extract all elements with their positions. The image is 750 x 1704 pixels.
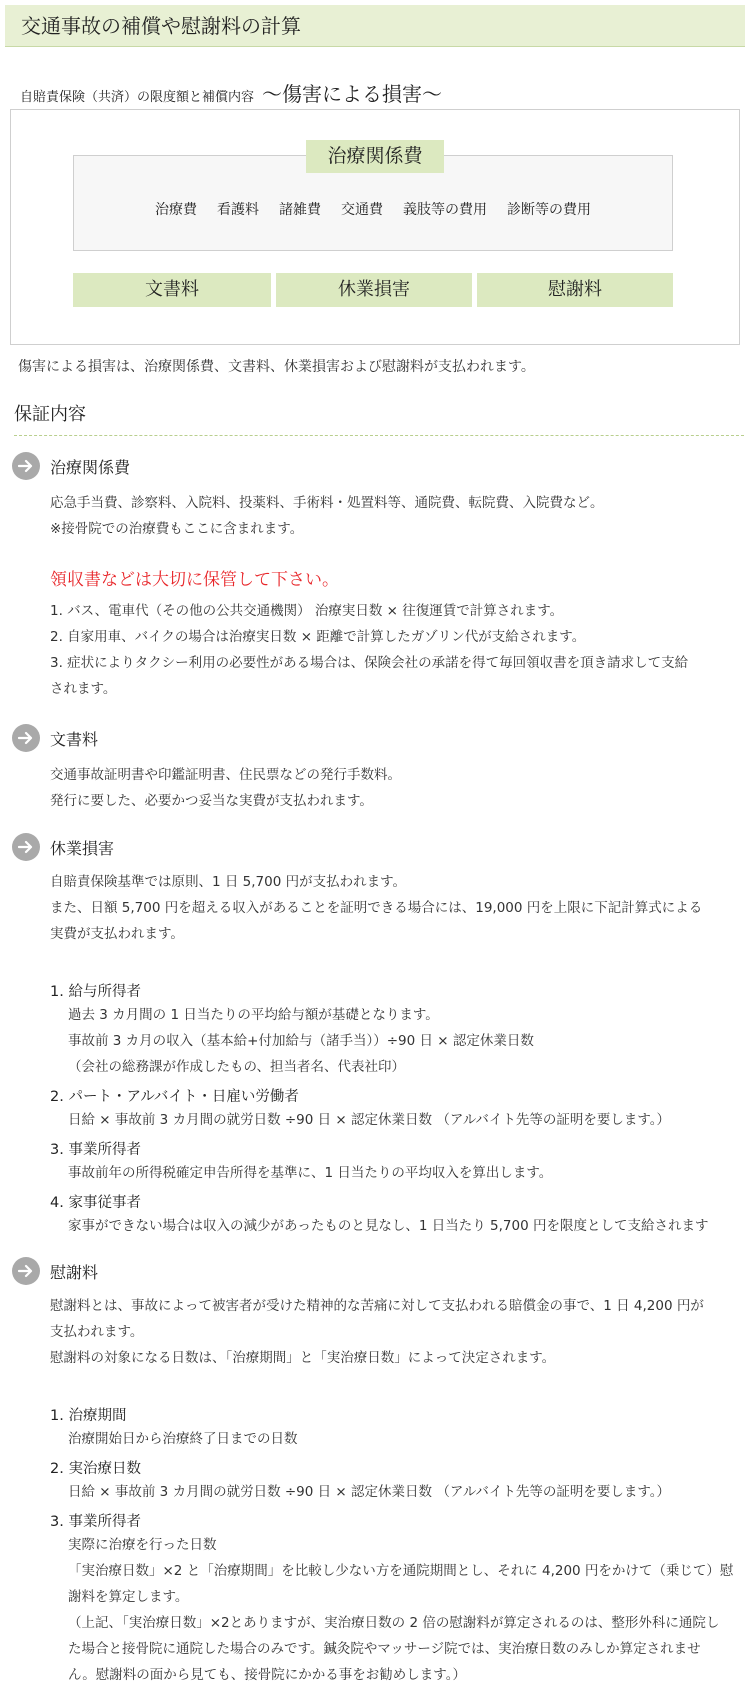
category-consolation: 慰謝料 [477, 273, 673, 307]
list-detail: 「実治療日数」×2 と「治療期間」を比較し少ない方を通院期間とし、それに 4,200 円をかけて（乗じて）慰 [68, 1563, 734, 1579]
section-consolation-heading [12, 1256, 98, 1286]
paragraph: 支払われます。 [50, 1324, 144, 1340]
warning-text: 領収書などは大切に保管して下さい。 [50, 570, 339, 590]
paragraph: 慰謝料の対象になる日数は、「治療期間」と「実治療日数」によって決定されます。 [50, 1350, 556, 1366]
category-lost-wages: 休業損害 [276, 273, 472, 307]
paragraph: 慰謝料とは、事故によって被害者が受けた精神的な苦痛に対して支払われる賠償金の事で、1 日 4,200 円が [50, 1298, 704, 1314]
list-heading: 1. 給与所得者 [50, 984, 141, 1000]
list-detail: （会社の総務課が作成したもの、担当者名、代表社印） [68, 1059, 405, 1075]
section-documents-title: 文書料 [50, 729, 99, 749]
list-detail: 日給 × 事故前 3 カ月間の就労日数 ÷90 日 × 認定休業日数 （アルバイト先等の証明を要します。） [68, 1484, 671, 1500]
list-detail: 過去 3 カ月間の 1 日当たりの平均給与額が基礎となります。 [68, 1007, 439, 1023]
list-heading: 3. 事業所得者 [50, 1142, 141, 1158]
list-detail: ん。慰謝料の面から見ても、接骨院にかかる事をお勧めします。） [68, 1667, 466, 1683]
list-heading: 2. パート・アルバイト・日雇い労働者 [50, 1089, 299, 1105]
medical-item: 交通費 [341, 202, 383, 218]
list-detail: 日給 × 事故前 3 カ月間の就労日数 ÷90 日 × 認定休業日数 （アルバイト先等の証明を要します。） [68, 1112, 671, 1128]
list-heading: 4. 家事従事者 [50, 1195, 141, 1211]
page-title: 交通事故の補償や慰謝料の計算 [5, 5, 745, 47]
paragraph: 交通事故証明書や印鑑証明書、住民票などの発行手数料。 [50, 767, 401, 783]
list-detail: 事故前 3 カ月の収入（基本給+付加給与（諸手当））÷90 日 × 認定休業日数 [68, 1033, 534, 1049]
paragraph: また、日額 5,700 円を超える収入があることを証明できる場合には、19,000 円を上限に下記計算式による [50, 900, 703, 916]
medical-item: 治療費 [155, 202, 197, 218]
list-detail: 事故前年の所得税確定申告所得を基準に、1 日当たりの平均収入を算出します。 [68, 1165, 553, 1181]
paragraph: 発行に要した、必要かつ妥当な実費が支払われます。 [50, 793, 373, 809]
intro-title-big: ～傷害による損害～ [262, 82, 443, 106]
arrow-right-circle-icon [12, 1257, 40, 1285]
section-consolation-title: 慰謝料 [50, 1262, 99, 1282]
intro-title [20, 78, 442, 107]
list-item: 1. バス、電車代（その他の公共交通機関） 治療実日数 × 往復運賃で計算されます。 [50, 603, 564, 619]
list-heading: 3. 事業所得者 [50, 1514, 141, 1530]
list-detail: た場合と接骨院に通院した場合のみです。鍼灸院やマッサージ院では、実治療日数のみしか算定されませ [68, 1641, 701, 1657]
arrow-right-circle-icon [12, 833, 40, 861]
medical-item: 看護料 [217, 202, 259, 218]
list-heading: 2. 実治療日数 [50, 1461, 141, 1477]
section-medical-title: 治療関係費 [50, 457, 131, 477]
section-documents-heading [12, 723, 98, 753]
summary-text: 傷害による損害は、治療関係費、文書料、休業損害および慰謝料が支払われます。 [18, 359, 535, 375]
medical-item: 義肢等の費用 [403, 202, 487, 218]
paragraph: 応急手当費、診察料、入院料、投薬料、手術料・処置料等、通院費、転院費、入院費など。 [50, 495, 604, 511]
list-detail: 家事ができない場合は収入の減少があったものと見なし、1 日当たり 5,700 円を限度として支給されます [68, 1218, 709, 1234]
arrow-right-circle-icon [12, 452, 40, 480]
medical-expenses-items [73, 199, 673, 219]
coverage-title: 保証内容 [14, 400, 744, 436]
list-detail: （上記、「実治療日数」×2とありますが、実治療日数の 2 倍の慰謝料が算定されるのは、整形外科に通院し [68, 1615, 720, 1631]
section-lost-wages-title: 休業損害 [50, 838, 115, 858]
medical-item: 診断等の費用 [507, 202, 591, 218]
list-detail: 治療開始日から治療終了日までの日数 [68, 1431, 298, 1447]
list-detail: 謝料を算定します。 [68, 1589, 189, 1605]
list-item: 2. 自家用車、バイクの場合は治療実日数 × 距離で計算したガゾリン代が支給されます。 [50, 629, 586, 645]
category-documents: 文書料 [73, 273, 271, 307]
medical-expenses-header: 治療関係費 [306, 140, 444, 173]
intro-title-small: 自賠責保険（共済）の限度額と補償内容 [20, 90, 255, 105]
list-item: されます。 [50, 681, 117, 697]
list-heading: 1. 治療期間 [50, 1408, 127, 1424]
medical-item: 諸雑費 [279, 202, 321, 218]
section-lost-wages-heading [12, 832, 114, 862]
paragraph: 実費が支払われます。 [50, 926, 184, 942]
section-medical-heading [12, 451, 130, 481]
arrow-right-circle-icon [12, 724, 40, 752]
paragraph: ※接骨院での治療費もここに含まれます。 [50, 521, 304, 537]
list-item: 3. 症状によりタクシー利用の必要性がある場合は、保険会社の承諾を得て毎回領収書を頂き請求して支給 [50, 655, 689, 671]
list-detail: 実際に治療を行った日数 [68, 1537, 217, 1553]
paragraph: 自賠責保険基準では原則、1 日 5,700 円が支払われます。 [50, 874, 407, 890]
